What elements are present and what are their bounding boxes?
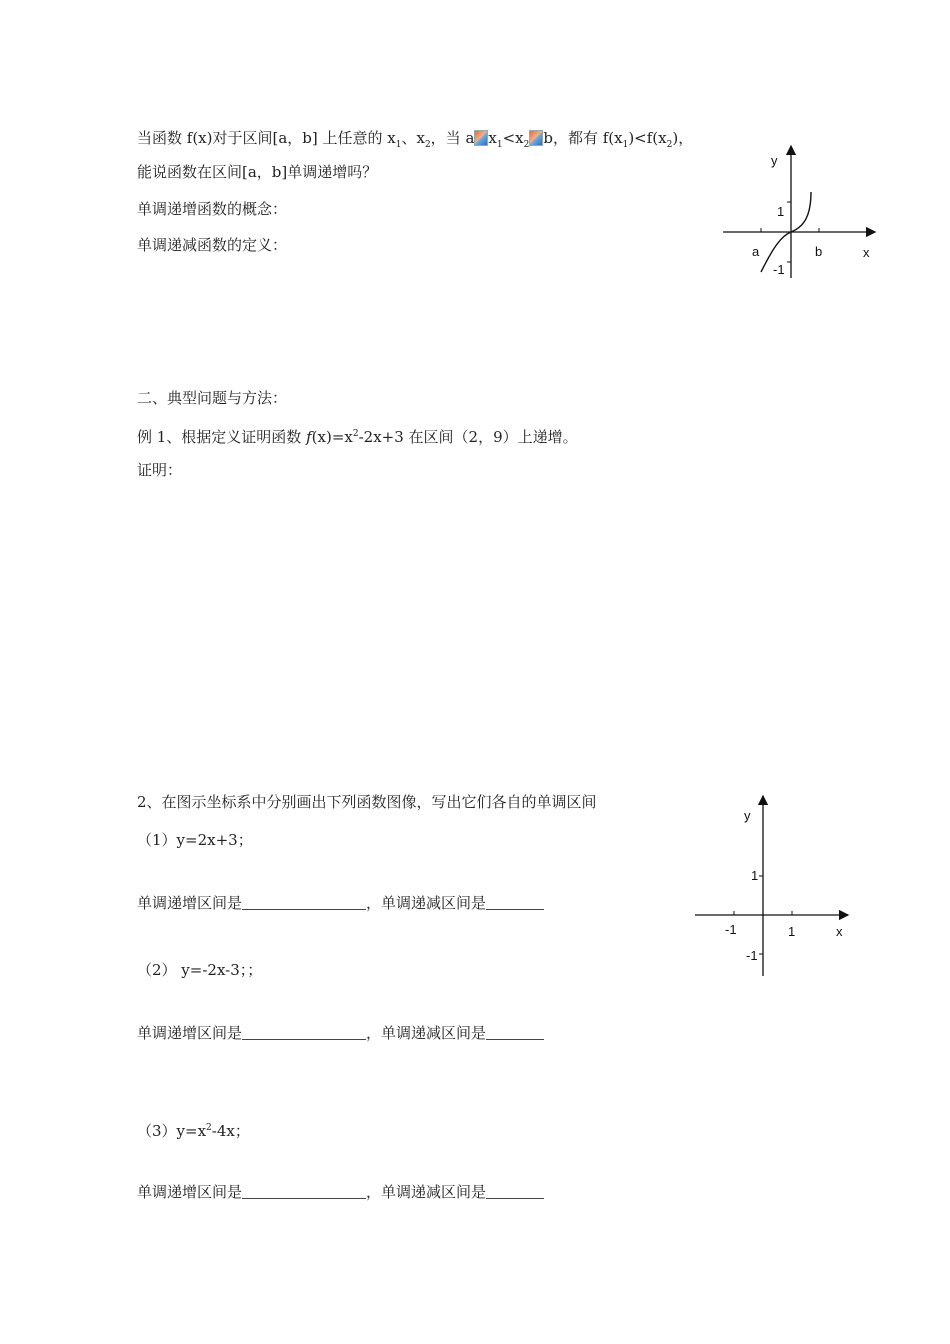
exercise-2-title: 2、在图示坐标系中分别画出下列函数图像，写出它们各自的单调区间 (137, 793, 597, 811)
tick-b-label: b (815, 244, 823, 259)
tick-a-label: a (752, 244, 760, 259)
decreasing-interval-blank[interactable] (486, 1184, 544, 1199)
tick-neg1y-label: -1 (746, 948, 758, 963)
answer-line-2: 单调递增区间是 ，单调递减区间是 (137, 1023, 544, 1043)
section-heading: 二、典型问题与方法： (137, 389, 288, 407)
decreasing-interval-blank[interactable] (486, 1025, 544, 1040)
x-label: x (863, 245, 870, 260)
example-1: 例 1、根据定义证明函数 $f(x)=x^2-2x+3$ 在区间（2，9）上递增。 (137, 428, 578, 446)
decreasing-definition-label: 单调递减函数的定义： (137, 236, 288, 254)
answer-line-3: 单调递增区间是 ，单调递减区间是 (137, 1182, 544, 1202)
increasing-concept-label: 单调递增函数的概念： (137, 200, 288, 218)
exercise-item-3: $(3)y=x^2-4x$； (137, 1122, 250, 1140)
broken-image-icon (474, 130, 488, 146)
exercise-item-1: （1）y=2x+3； (137, 831, 253, 849)
increasing-interval-blank[interactable] (242, 1184, 366, 1199)
tick-neg1-label: -1 (773, 262, 785, 277)
blank-coordinate-system (690, 790, 860, 980)
proof-label: 证明： (137, 461, 183, 479)
broken-image-icon (529, 130, 543, 146)
y-label: y (771, 153, 778, 168)
y-label: y (744, 808, 751, 823)
increasing-interval-blank[interactable] (242, 1025, 366, 1040)
tick-1x-label: 1 (788, 924, 796, 939)
tick-1y-label: 1 (751, 868, 759, 883)
x-label: x (836, 924, 843, 939)
tick-neg1x-label: -1 (725, 922, 737, 937)
exercise-item-2: （2） y=-2x-3；； (137, 961, 263, 979)
decreasing-interval-blank[interactable] (486, 895, 544, 910)
increasing-interval-blank[interactable] (242, 895, 366, 910)
tick-1-label: 1 (777, 204, 785, 219)
definition-question-line1: 当函数 f(x)对于区间[a，b] 上任意的 $x_1$、$x_2$，当 a $x_1<x_2$ b，都有 $f(x_1)<f(x_2)$， (137, 129, 694, 150)
cubic-graph-figure (715, 140, 885, 280)
definition-question-line2: 能说函数在区间[a，b]单调递增吗？ (137, 163, 378, 181)
answer-line-1: 单调递增区间是 ，单调递减区间是 (137, 893, 544, 913)
